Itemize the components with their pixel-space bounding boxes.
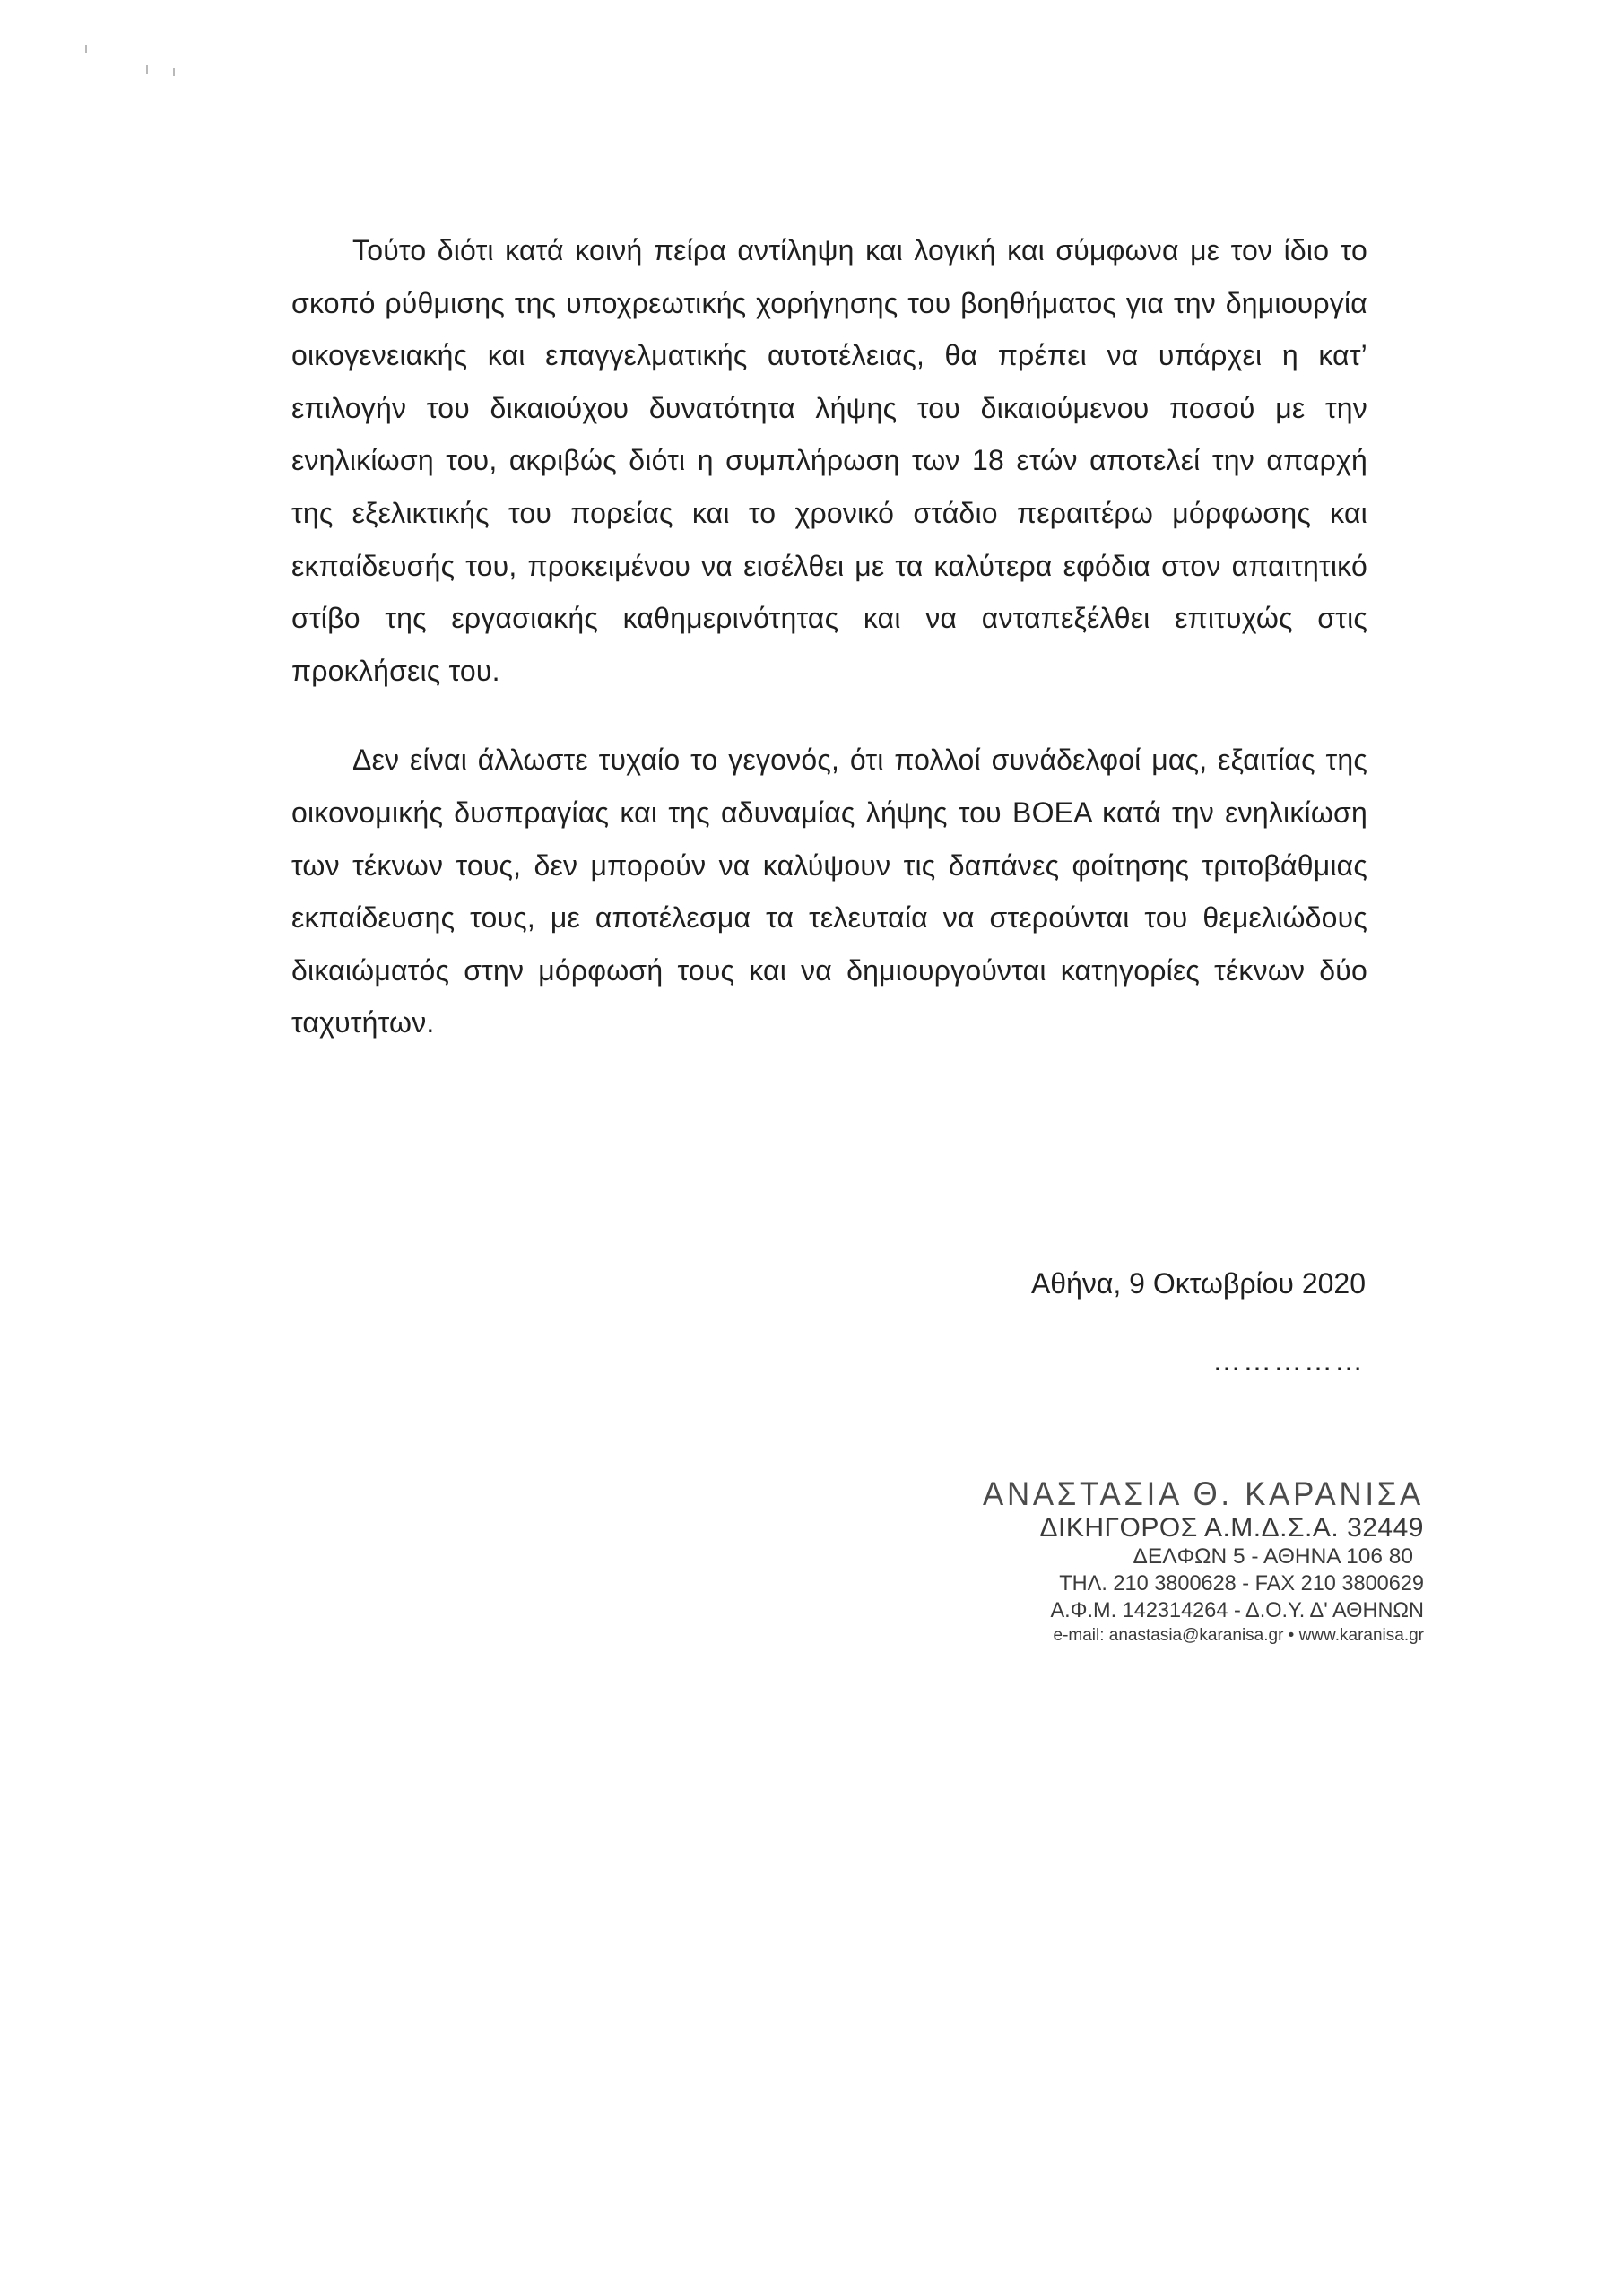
letter-body [291, 224, 1367, 1049]
signature-line: …………… [1212, 1344, 1365, 1377]
scan-speck [85, 45, 87, 53]
body-paragraph: Τούτο διότι κατά κοινή πείρα αντίληψη και λογική και σύμφωνα με τον ίδιο το σκοπό ρύθμισης της υποχρεωτικής χορήγησης του βοηθήματος για την δημιουργία οικογενειακής και επαγγελματικής αυτοτέλειας, θα πρέπει να υπάρχει η κατ’ επιλογήν του δικαιούχου δυνατότητα λήψης του δικαιούμενου ποσού με την ενηλικίωση του, ακριβώς διότι η συμπλήρωση των 18 ετών αποτελεί την απαρχή της εξελικτικής του πορείας και το χρονικό στάδιο περαιτέρω μόρφωσης και εκπαίδευσής του, προκειμένου να εισέλθει με τα καλύτερα εφόδια στον απαιτητικό στίβο της εργασιακής καθημερινότητας και να ανταπεξέλθει επιτυχώς στις προκλήσεις του. [291, 234, 1367, 687]
lawyer-stamp [886, 1475, 1424, 1648]
stamp-title: ΔΙΚΗΓΟΡΟΣ Α.Μ.Δ.Σ.Α. 32449 [1039, 1513, 1424, 1543]
stamp-tax-id: Α.Φ.Μ. 142314264 - Δ.Ο.Υ. Δ' ΑΘΗΝΩΝ [1050, 1598, 1424, 1622]
stamp-phones: ΤΗΛ. 210 3800628 - FAX 210 3800629 [1059, 1571, 1424, 1596]
scan-artifacts [85, 39, 193, 75]
place-and-date: Αθήνα, 9 Οκτωβρίου 2020 [1030, 1267, 1366, 1300]
body-paragraph: Δεν είναι άλλωστε τυχαίο το γεγονός, ότι πολλοί συνάδελφοί μας, εξαιτίας της οικονομικής δυσπραγίας και της αδυναμίας λήψης του ΒΟΕΑ κατά την ενηλικίωση των τέκνων τους, δεν μπορούν να καλύψουν τις δαπάνες φοίτησης τριτοβάθμιας εκπαίδευσης τους, με αποτέλεσμα τα τελευταία να στερούνται του θεμελιώδους δικαιώματός στην μόρφωσή τους και να δημιουργούνται κατηγορίες τέκνων δύο ταχυτήτων. [291, 744, 1367, 1039]
stamp-name: ΑΝΑΣΤΑΣΙΑ Θ. ΚΑΡΑΝΙΣΑ [982, 1475, 1424, 1512]
scan-speck [146, 65, 148, 74]
stamp-address: ΔΕΛΦΩΝ 5 - ΑΘΗΝΑ 106 80 [1133, 1544, 1413, 1569]
scan-speck [173, 68, 175, 76]
stamp-contact: e-mail: anastasia@karanisa.gr • www.karanisa.gr [1053, 1626, 1424, 1645]
